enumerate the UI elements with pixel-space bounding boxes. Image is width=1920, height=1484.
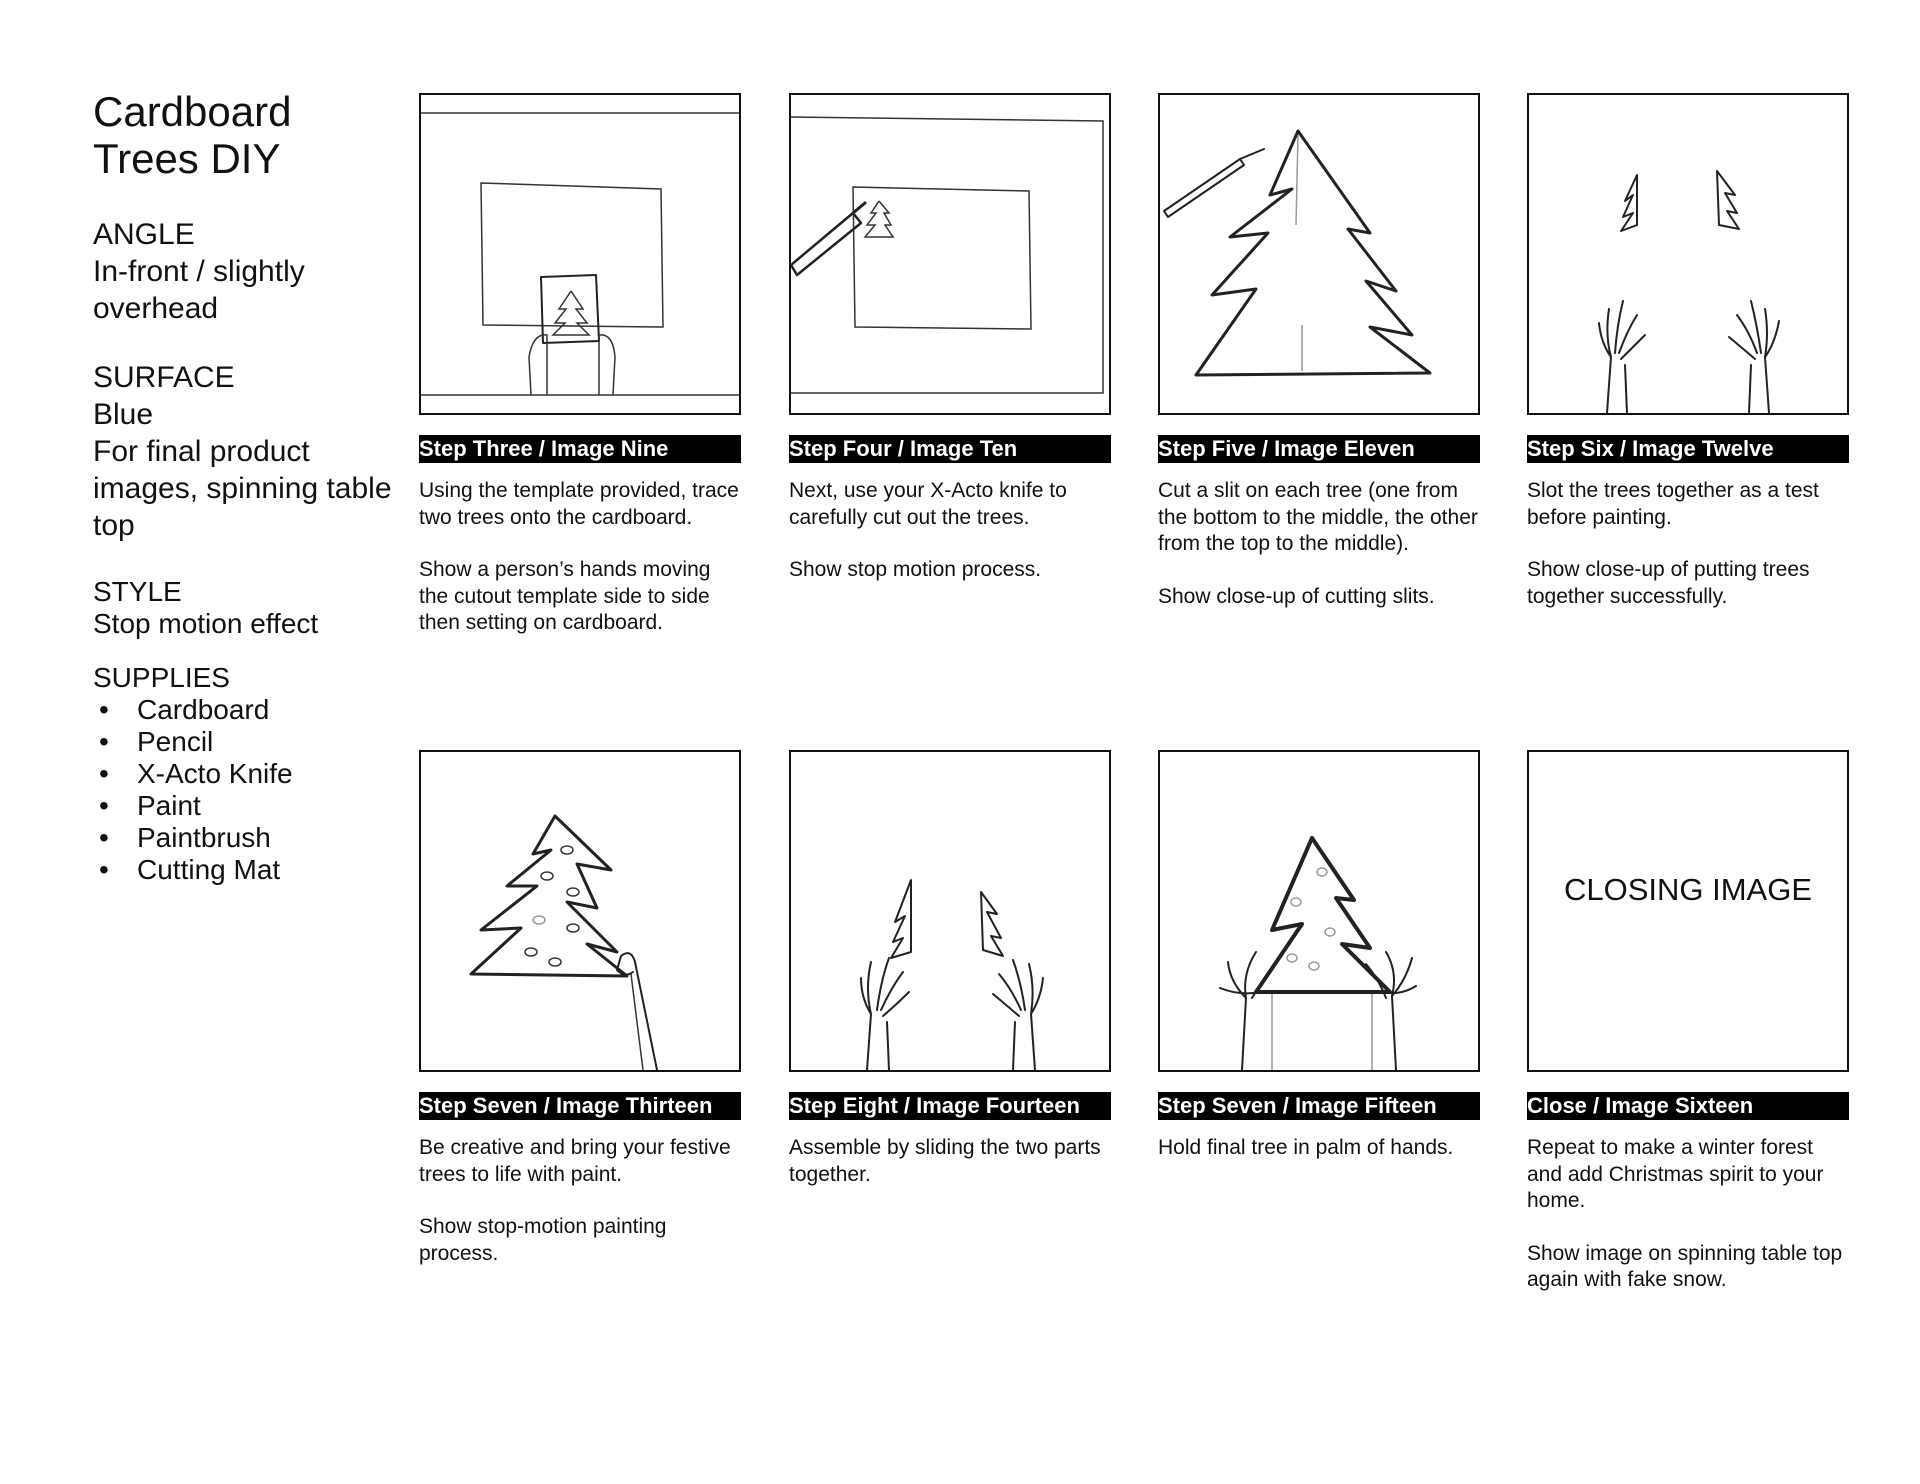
supply-item: • Paint — [93, 790, 393, 822]
closing-image-label: CLOSING IMAGE — [1563, 872, 1813, 907]
supply-item: • X-Acto Knife — [93, 758, 393, 790]
sketch-frame — [789, 750, 1111, 1072]
sketch-frame — [419, 93, 741, 415]
step-direction: Show close-up of putting trees together successfully. — [1527, 558, 1810, 608]
surface-value: Blue — [93, 398, 154, 431]
step-instruction: Next, use your X-Acto knife to carefully cut out the trees. — [789, 479, 1067, 529]
trace-template-sketch — [421, 95, 739, 413]
closing-frame — [1527, 750, 1849, 1072]
painting-sketch — [421, 752, 739, 1070]
style-value: Stop motion effect — [93, 608, 319, 639]
final-tree-sketch — [1160, 752, 1478, 1070]
step-instruction: Repeat to make a winter forest and add Christmas spirit to your home. — [1527, 1136, 1824, 1212]
style-section — [93, 576, 393, 640]
surface-section — [93, 359, 393, 544]
supplies-section — [93, 662, 393, 886]
step-instruction: Slot the trees together as a test before painting. — [1527, 479, 1819, 529]
supply-item: • Cutting Mat — [93, 854, 393, 886]
angle-heading: ANGLE — [93, 218, 195, 251]
page-title: Cardboard Trees DIY — [93, 88, 292, 182]
knife-cutting-sketch — [791, 95, 1109, 413]
supply-item: • Paintbrush — [93, 822, 393, 854]
sketch-frame — [1527, 93, 1849, 415]
step-instruction: Be creative and bring your festive trees to life with paint. — [419, 1136, 731, 1186]
step-description — [1158, 1135, 1480, 1188]
step-caption: Close / Image Sixteen — [1527, 1092, 1849, 1120]
angle-value: In-front / slightly overhead — [93, 255, 305, 325]
step-direction: Show close-up of cutting slits. — [1158, 584, 1435, 608]
step-description — [789, 478, 1111, 610]
step-direction: Show image on spinning table top again with fake snow. — [1527, 1241, 1843, 1291]
supply-item: • Cardboard — [93, 694, 393, 726]
sketch-frame — [1158, 93, 1480, 415]
sketch-frame — [789, 93, 1111, 415]
cut-slit-sketch — [1160, 95, 1478, 413]
step-description — [1527, 1135, 1849, 1320]
step-caption: Step Three / Image Nine — [419, 435, 741, 463]
step-direction: Show a person’s hands moving the cutout template side to side then setting on cardboard. — [419, 558, 711, 634]
sketch-frame — [419, 750, 741, 1072]
step-caption: Step Seven / Image Thirteen — [419, 1092, 741, 1120]
step-caption: Step Four / Image Ten — [789, 435, 1111, 463]
supplies-list — [93, 694, 393, 886]
assemble-sketch — [791, 752, 1109, 1070]
supplies-heading: SUPPLIES — [93, 662, 230, 693]
step-instruction: Assemble by sliding the two parts together. — [789, 1136, 1101, 1186]
supply-item: • Pencil — [93, 726, 393, 758]
step-caption: Step Five / Image Eleven — [1158, 435, 1480, 463]
step-instruction: Using the template provided, trace two trees onto the cardboard. — [419, 479, 739, 529]
style-heading: STYLE — [93, 576, 182, 607]
step-caption: Step Six / Image Twelve — [1527, 435, 1849, 463]
step-description — [1527, 478, 1849, 636]
step-caption: Step Eight / Image Fourteen — [789, 1092, 1111, 1120]
sidebar — [93, 88, 393, 918]
step-description — [419, 478, 741, 663]
step-description — [1158, 478, 1480, 636]
step-description — [419, 1135, 741, 1293]
step-instruction: Hold final tree in palm of hands. — [1158, 1136, 1454, 1159]
step-instruction: Cut a slit on each tree (one from the bottom to the middle, the other from the top to the middle). — [1158, 479, 1478, 555]
step-direction: Show stop-motion painting process. — [419, 1215, 667, 1265]
surface-heading: SURFACE — [93, 361, 235, 394]
sketch-frame — [1158, 750, 1480, 1072]
surface-note: For final product images, spinning table top — [93, 435, 392, 542]
step-direction: Show stop motion process. — [789, 558, 1042, 581]
step-description — [789, 1135, 1111, 1214]
angle-section — [93, 216, 393, 327]
step-caption: Step Seven / Image Fifteen — [1158, 1092, 1480, 1120]
slot-trees-sketch — [1529, 95, 1847, 413]
